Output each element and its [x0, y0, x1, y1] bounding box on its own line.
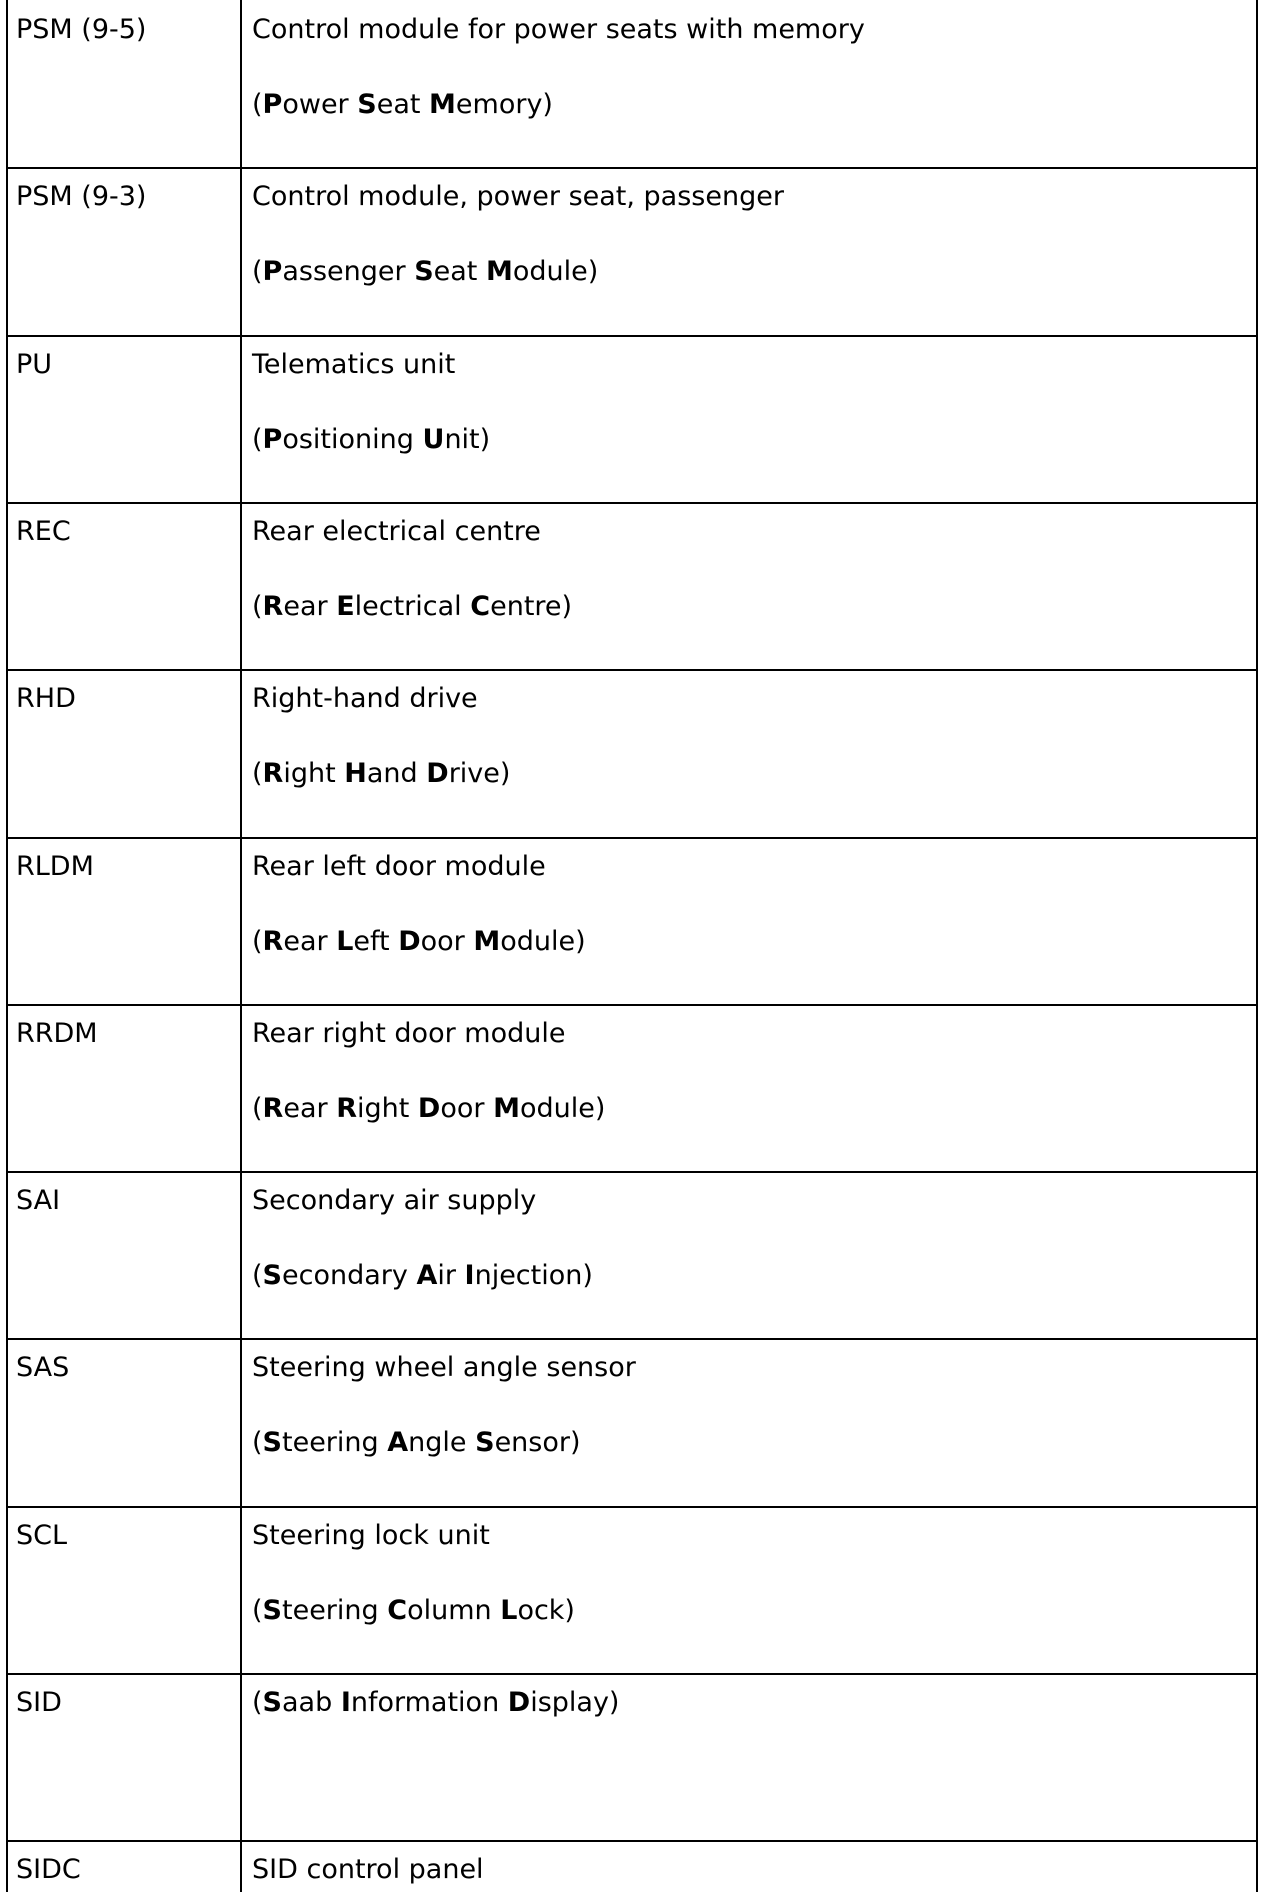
full-form-text: (	[252, 591, 263, 622]
row-divider	[6, 1840, 1258, 1842]
full-form-text: rive)	[448, 758, 511, 789]
full-form-text: njection)	[474, 1260, 593, 1291]
initial-letter: D	[507, 1687, 531, 1718]
initial-letter: R	[262, 758, 284, 789]
initial-letter: D	[426, 758, 449, 789]
initial-letter: A	[387, 1427, 409, 1458]
full-form-text: isplay)	[530, 1687, 620, 1718]
full-form-cell	[252, 1427, 581, 1459]
row-divider	[6, 1004, 1258, 1006]
full-form-cell	[252, 256, 598, 288]
row-divider	[6, 669, 1258, 671]
full-form-text: nit)	[444, 424, 491, 455]
full-form-cell	[252, 89, 553, 121]
abbreviation-cell: PSM (9-3)	[16, 181, 147, 212]
full-form-text: assenger	[282, 256, 415, 287]
abbreviation-cell: REC	[16, 516, 71, 547]
abbreviation-cell: RHD	[16, 683, 76, 714]
full-form-text: ositioning	[282, 424, 423, 455]
description-cell: Control module, power seat, passenger	[252, 181, 784, 212]
full-form-text: odule)	[500, 926, 586, 957]
full-form-text: aab	[282, 1687, 341, 1718]
full-form-text: eat	[433, 256, 486, 287]
initial-letter: R	[336, 1093, 357, 1124]
full-form-text: (	[252, 1595, 263, 1626]
initial-letter: S	[262, 1427, 282, 1458]
full-form-text: (	[252, 1687, 263, 1718]
description-cell: Rear right door module	[252, 1018, 566, 1049]
initial-letter: C	[387, 1595, 408, 1626]
full-form-text: ear	[283, 926, 337, 957]
initial-letter: I	[464, 1260, 475, 1291]
description-cell: Rear electrical centre	[252, 516, 541, 547]
full-form-cell	[252, 424, 490, 456]
full-form-text: oor	[420, 926, 474, 957]
abbreviation-cell: PU	[16, 349, 53, 380]
full-form-cell	[252, 1260, 593, 1292]
full-form-text: (	[252, 89, 263, 120]
description-cell: Steering lock unit	[252, 1520, 490, 1551]
full-form-text: lectrical	[354, 591, 471, 622]
row-divider	[6, 837, 1258, 839]
description-cell: Control module for power seats with memory	[252, 14, 865, 45]
description-cell: Secondary air supply	[252, 1185, 537, 1216]
full-form-text: olumn	[407, 1595, 501, 1626]
abbreviation-cell: PSM (9-5)	[16, 14, 147, 45]
abbreviation-cell: SCL	[16, 1520, 68, 1551]
description-cell: SID control panel	[252, 1854, 484, 1885]
initial-letter: L	[336, 926, 354, 957]
full-form-text: (	[252, 1093, 263, 1124]
initial-letter: R	[262, 926, 284, 957]
initial-letter: M	[485, 256, 513, 287]
initial-letter: D	[417, 1093, 441, 1124]
initial-letter: S	[262, 1260, 282, 1291]
initial-letter: P	[262, 256, 283, 287]
row-divider	[6, 167, 1258, 169]
initial-letter: A	[416, 1260, 438, 1291]
full-form-text: ear	[283, 591, 337, 622]
full-form-cell	[252, 1595, 575, 1627]
row-divider	[6, 1673, 1258, 1675]
initial-letter: S	[414, 256, 434, 287]
full-form-text: teering	[282, 1427, 388, 1458]
initial-letter: C	[470, 591, 491, 622]
initial-letter: D	[398, 926, 421, 957]
description-cell: Telematics unit	[252, 349, 456, 380]
row-divider	[6, 502, 1258, 504]
initial-letter: U	[422, 424, 445, 455]
full-form-text: eft	[353, 926, 399, 957]
initial-letter: S	[262, 1687, 282, 1718]
table-left-border	[6, 0, 8, 1892]
full-form-text: ear	[283, 1093, 337, 1124]
full-form-text: (	[252, 424, 263, 455]
initial-letter: S	[475, 1427, 495, 1458]
full-form-text: ower	[282, 89, 358, 120]
full-form-cell	[252, 1687, 619, 1719]
full-form-text: oor	[440, 1093, 494, 1124]
initial-letter: L	[500, 1595, 518, 1626]
initial-letter: R	[262, 1093, 284, 1124]
initial-letter: R	[262, 591, 284, 622]
full-form-text: and	[366, 758, 427, 789]
full-form-cell	[252, 591, 572, 623]
description-cell: Rear left door module	[252, 851, 546, 882]
initial-letter: M	[493, 1093, 520, 1124]
full-form-cell	[252, 926, 586, 958]
row-divider	[6, 1171, 1258, 1173]
abbreviation-cell: SAI	[16, 1185, 61, 1216]
full-form-text: odule)	[512, 256, 599, 287]
full-form-text: entre)	[490, 591, 573, 622]
full-form-text: nformation	[350, 1687, 508, 1718]
abbreviation-cell: SIDC	[16, 1854, 81, 1885]
full-form-text: (	[252, 926, 263, 957]
initial-letter: P	[262, 424, 283, 455]
abbreviation-cell: RLDM	[16, 851, 94, 882]
initial-letter: M	[473, 926, 501, 957]
full-form-text: (	[252, 758, 263, 789]
row-divider	[6, 335, 1258, 337]
full-form-text: ngle	[408, 1427, 476, 1458]
column-divider	[240, 0, 242, 1892]
table-right-border	[1256, 0, 1258, 1892]
abbreviation-cell: SID	[16, 1687, 62, 1718]
initial-letter: P	[262, 89, 283, 120]
full-form-text: ensor)	[494, 1427, 581, 1458]
full-form-text: ock)	[517, 1595, 575, 1626]
abbreviation-cell: RRDM	[16, 1018, 98, 1049]
full-form-text: econdary	[282, 1260, 417, 1291]
initial-letter: E	[336, 591, 355, 622]
full-form-text: (	[252, 1427, 263, 1458]
full-form-text: ir	[437, 1260, 465, 1291]
full-form-text: ight	[283, 758, 345, 789]
initial-letter: H	[344, 758, 367, 789]
full-form-text: eat	[376, 89, 430, 120]
initial-letter: S	[357, 89, 377, 120]
initial-letter: M	[429, 89, 456, 120]
full-form-cell	[252, 758, 510, 790]
full-form-cell	[252, 1093, 605, 1125]
full-form-text: (	[252, 256, 263, 287]
full-form-text: emory)	[455, 89, 553, 120]
row-divider	[6, 1338, 1258, 1340]
full-form-text: ight	[356, 1093, 418, 1124]
full-form-text: teering	[282, 1595, 388, 1626]
description-cell: Right-hand drive	[252, 683, 478, 714]
full-form-text: (	[252, 1260, 263, 1291]
description-cell: Steering wheel angle sensor	[252, 1352, 636, 1383]
row-divider	[6, 1506, 1258, 1508]
full-form-text: odule)	[519, 1093, 606, 1124]
abbreviation-cell: SAS	[16, 1352, 70, 1383]
initial-letter: S	[262, 1595, 282, 1626]
initial-letter: I	[340, 1687, 351, 1718]
